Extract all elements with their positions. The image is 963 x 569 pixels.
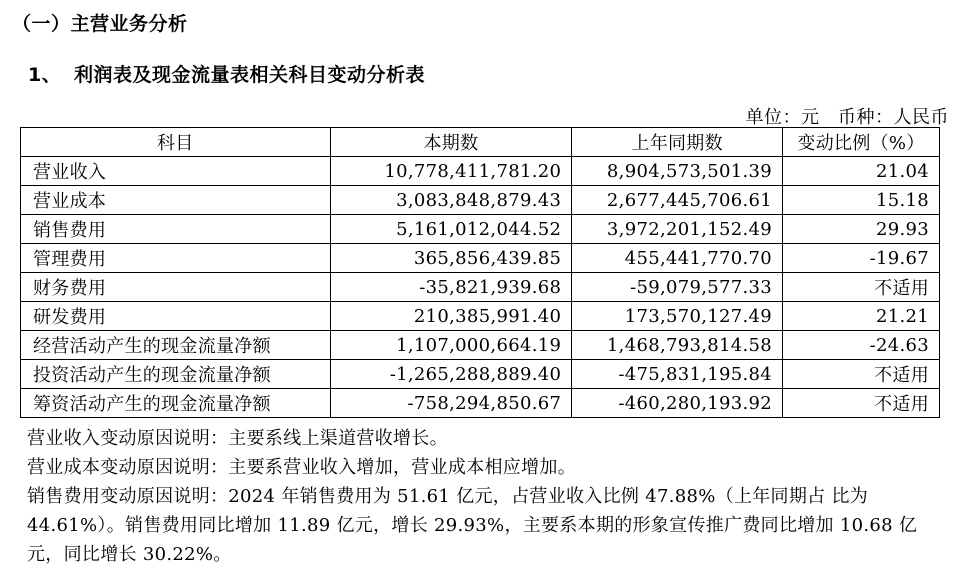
row-current: 10,778,411,781.20 (330, 157, 572, 186)
row-change: 21.04 (783, 157, 940, 186)
row-previous: 173,570,127.49 (572, 302, 783, 331)
row-change: 不适用 (783, 360, 940, 389)
row-item: 销售费用 (21, 215, 331, 244)
subsection-number: 1、 (28, 64, 62, 86)
row-current: 210,385,991.40 (330, 302, 572, 331)
section-title: （一）主营业务分析 (12, 13, 188, 35)
row-item: 财务费用 (21, 273, 331, 302)
row-item: 营业成本 (21, 186, 331, 215)
cost-change-note: 营业成本变动原因说明：主要系营业收入增加，营业成本相应增加。 (27, 457, 576, 478)
row-current: 3,083,848,879.43 (330, 186, 572, 215)
row-item: 投资活动产生的现金流量净额 (21, 360, 331, 389)
table-row (21, 157, 940, 186)
table-row (21, 186, 940, 215)
row-previous: 2,677,445,706.61 (572, 186, 783, 215)
row-change: -24.63 (783, 331, 940, 360)
row-previous: -460,280,193.92 (572, 389, 783, 418)
row-change: 15.18 (783, 186, 940, 215)
header-previous: 上年同期数 (572, 128, 783, 157)
unit-currency-note: 单位：元 币种：人民币 (745, 107, 949, 128)
table-row (21, 389, 940, 418)
row-previous: 3,972,201,152.49 (572, 215, 783, 244)
change-explanations (27, 424, 952, 569)
row-previous: 8,904,573,501.39 (572, 157, 783, 186)
row-previous: 455,441,770.70 (572, 244, 783, 273)
financial-analysis-table (20, 127, 940, 418)
row-item: 营业收入 (21, 157, 331, 186)
row-change: 不适用 (783, 273, 940, 302)
row-change: 29.93 (783, 215, 940, 244)
row-current: -758,294,850.67 (330, 389, 572, 418)
row-previous: 1,468,793,814.58 (572, 331, 783, 360)
row-item: 筹资活动产生的现金流量净额 (21, 389, 331, 418)
row-current: 1,107,000,664.19 (330, 331, 572, 360)
row-change: 21.21 (783, 302, 940, 331)
table-row (21, 215, 940, 244)
row-change: -19.67 (783, 244, 940, 273)
table-row (21, 360, 940, 389)
table-row (21, 273, 940, 302)
subsection-heading (28, 60, 425, 87)
table-row (21, 302, 940, 331)
row-current: 365,856,439.85 (330, 244, 572, 273)
row-item: 管理费用 (21, 244, 331, 273)
table-row (21, 244, 940, 273)
subsection-title: 利润表及现金流量表相关科目变动分析表 (74, 64, 426, 86)
header-current: 本期数 (330, 128, 572, 157)
header-item: 科目 (21, 128, 331, 157)
table-row (21, 331, 940, 360)
table-header-row (21, 128, 940, 157)
row-current: 5,161,012,044.52 (330, 215, 572, 244)
row-item: 研发费用 (21, 302, 331, 331)
revenue-change-note: 营业收入变动原因说明：主要系线上渠道营收增长。 (27, 428, 448, 449)
row-item: 经营活动产生的现金流量净额 (21, 331, 331, 360)
row-current: -35,821,939.68 (330, 273, 572, 302)
selling-expense-change-note: 销售费用变动原因说明：2024 年销售费用为 51.61 亿元，占营业收入比例 47.88%（上年同期占 比为 44.61%）。销售费用同比增加 11.89 亿元，增长 29.93%，主要系本期的形象宣传推广费同比增加 10.68 亿元，同比增长 30.22%。 (27, 486, 918, 565)
row-previous: -475,831,195.84 (572, 360, 783, 389)
row-change: 不适用 (783, 389, 940, 418)
row-current: -1,265,288,889.40 (330, 360, 572, 389)
header-change: 变动比例（%） (783, 128, 940, 157)
row-previous: -59,079,577.33 (572, 273, 783, 302)
